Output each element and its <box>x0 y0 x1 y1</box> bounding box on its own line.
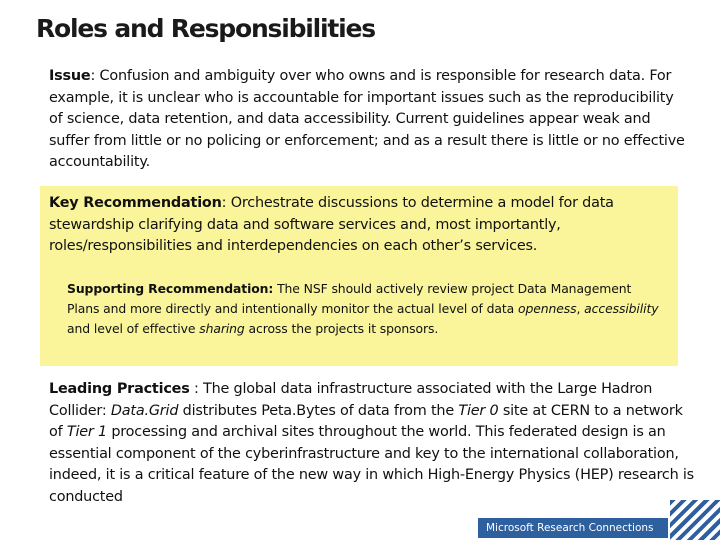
key-recommendation-label: Key Recommendation <box>49 195 222 211</box>
leading-text-3: site at CERN to a network of <box>49 402 683 441</box>
issue-paragraph <box>49 66 689 174</box>
issue-label: Issue <box>49 68 91 84</box>
leading-em-tier1: Tier 1 <box>66 424 107 441</box>
supporting-em-accessibility: accessibility <box>584 301 659 316</box>
leading-practices-paragraph <box>49 379 699 509</box>
supporting-em-openness: openness <box>517 301 577 316</box>
supporting-text-4: across the projects it sponsors. <box>244 321 439 336</box>
leading-text-2: distributes Peta.Bytes of data from the <box>178 402 459 419</box>
leading-practices-label: Leading Practices <box>49 381 190 397</box>
issue-separator: : <box>90 68 100 84</box>
leading-text-4: processing and archival sites throughout the world. This federated design is an essential component of the cyberinfrastructure and key to the international collaboration, indeed, it is a critical feature of the new way in which High-Energy Physics (HEP) research is conducted <box>49 424 694 505</box>
supporting-text-2: , <box>576 301 585 316</box>
supporting-em-sharing: sharing <box>199 321 245 336</box>
footer-stripes-decoration <box>670 500 720 540</box>
leading-em-datagrid: Data.Grid <box>110 402 179 419</box>
leading-text-1: : The global data infrastructure associated with the Large Hadron Collider: <box>49 381 653 419</box>
leading-em-tier0: Tier 0 <box>458 402 499 419</box>
footer-brand-bar: Microsoft Research Connections <box>478 518 668 538</box>
key-recommendation-separator: : <box>221 195 231 211</box>
key-recommendation-text: Orchestrate discussions to determine a model for data stewardship clarifying data and software services and, most importantly, roles/responsibilities and interdependencies on each other’s services. <box>49 195 614 255</box>
supporting-recommendation-label: Supporting Recommendation: <box>67 281 274 296</box>
issue-text: Confusion and ambiguity over who owns and is responsible for research data. For example, it is unclear who is accountable for important issues such as the reproducibility of science, data retention, and data accessibility. Current guidelines appear weak and suffer from little or no policing or enforcement; and as a result there is little or no effective accountability. <box>49 68 685 171</box>
supporting-text-3: and level of effective <box>67 321 200 336</box>
supporting-recommendation-paragraph <box>67 279 667 339</box>
key-recommendation-paragraph <box>49 193 679 258</box>
slide-title: Roles and Responsibilities <box>36 14 375 43</box>
supporting-text-1: The NSF should actively review project Data Management Plans and more directly and intentionally monitor the actual level of data <box>67 281 632 316</box>
